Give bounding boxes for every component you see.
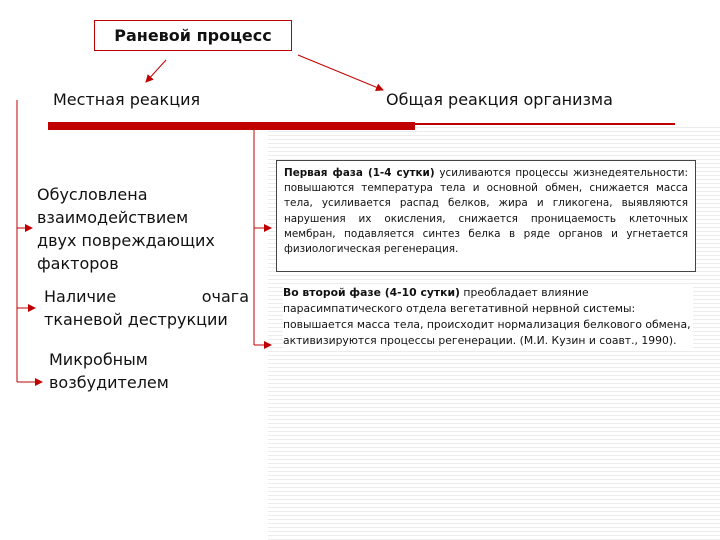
title-box: Раневой процесс — [94, 20, 292, 51]
local-reaction-label: Местная реакция — [53, 90, 201, 109]
caused-by-text: Обусловлена взаимодействием двух повреждающих факторов — [37, 185, 215, 273]
divider-thin-line — [415, 123, 675, 125]
phase1-heading: Первая фаза (1-4 сутки) — [284, 167, 435, 179]
phase2-text: преобладает влияние парасимпатического отдела вегетативной нервной системы: повышается масса тела, происходит нормализация белкового обмена, активизируются процессы регенерации. (М.И. Кузин и соавт., 1990). — [283, 286, 691, 347]
factor-microbial-agent: Микробным возбудителем — [49, 350, 169, 392]
phase1-text: усиливаются процессы жизнедеятельности: повышаются температура тела и основной обмен, снижается масса тела, усиливается распад белков, жира и гликогена, выявляются нарушения их окисления, снижается проницаемость клеточных мембран, подавляется синтез белка в ряде органов и угнетается физиологическая регенерация. — [284, 167, 688, 256]
divider-bar — [48, 122, 415, 130]
factor-tissue-destruction: Наличие очага тканевой деструкции — [44, 287, 249, 329]
phase2-heading: Во второй фазе (4-10 сутки) — [283, 286, 460, 299]
phase2-block — [283, 285, 693, 349]
phase1-box — [276, 160, 696, 272]
arrow-to-local — [146, 60, 166, 82]
arrow-to-general — [298, 55, 383, 90]
general-reaction-label: Общая реакция организма — [386, 90, 613, 109]
